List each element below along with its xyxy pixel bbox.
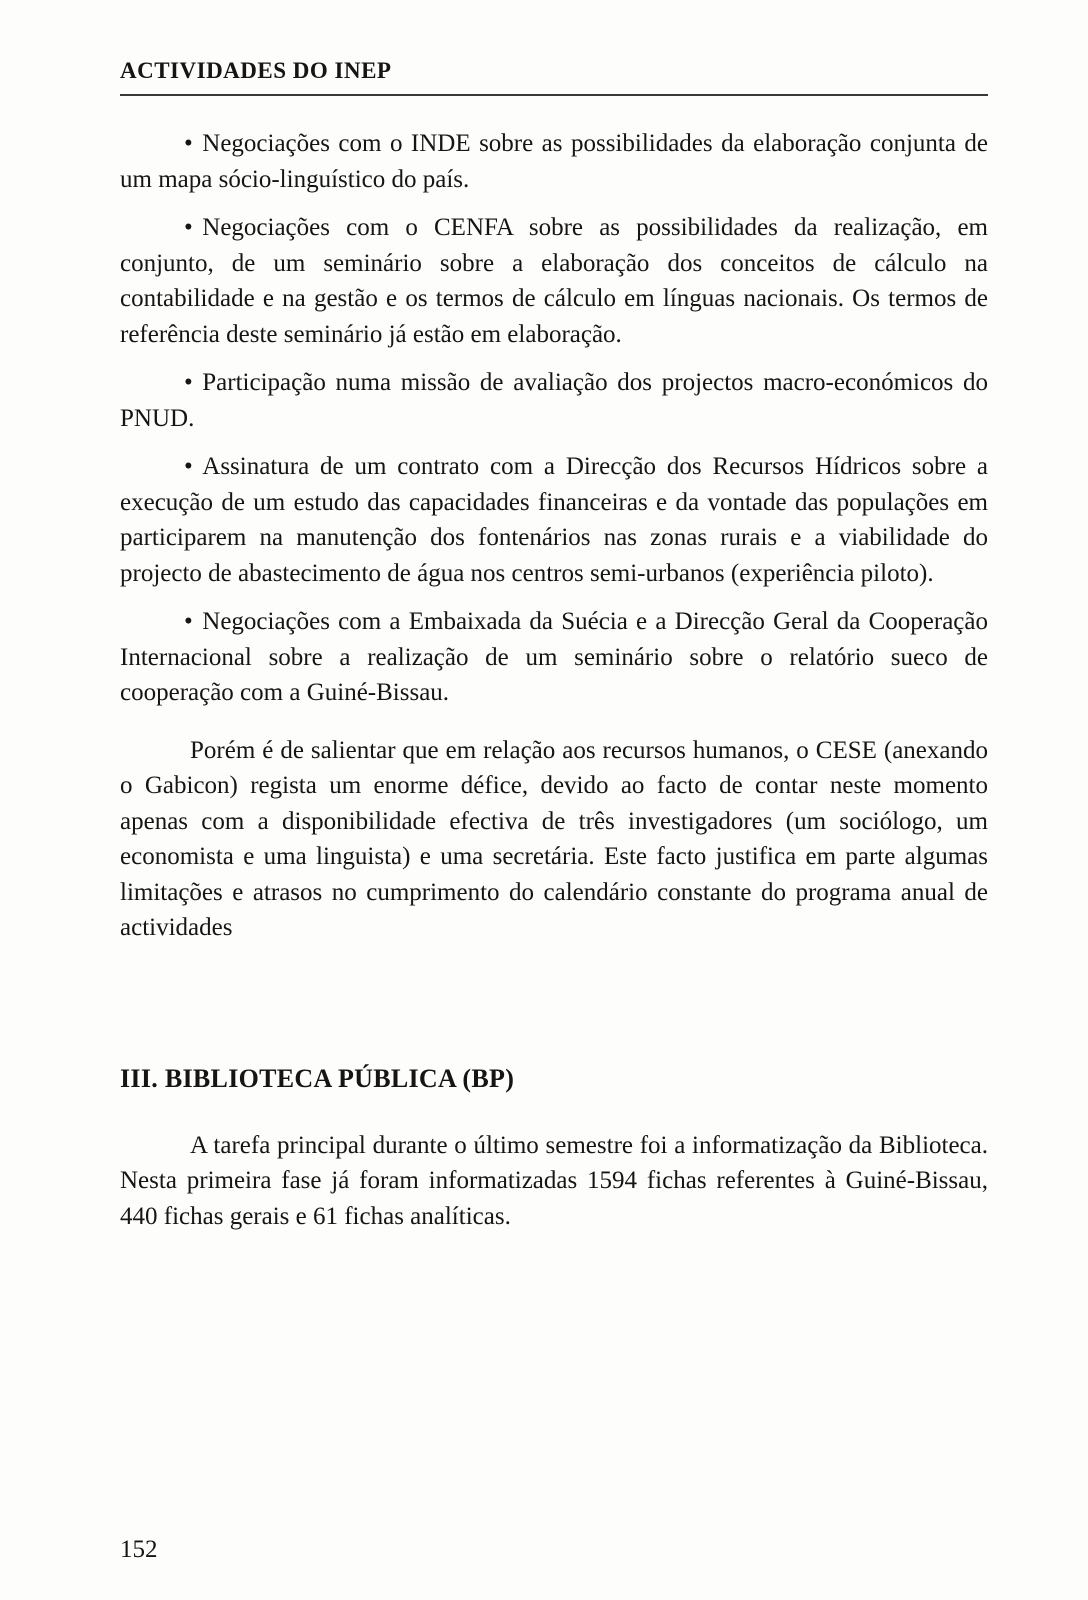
paragraph-biblioteca: A tarefa principal durante o último semestre foi a informatização da Biblioteca. Nesta primeira fase já foram informatizadas 1594 fichas referentes à Guiné-Bissau, 440 fichas gerais e 61 fichas analíticas.	[120, 1131, 988, 1230]
bullet-text: Negociações com a Embaixada da Suécia e a Direcção Geral da Cooperação Internacional sobre a realização de um seminário sobre o relatório sueco de cooperação com a Guiné-Bissau.	[120, 608, 988, 706]
bullet-marker: •	[184, 608, 193, 635]
bullet-text: Negociações com o CENFA sobre as possibilidades da realização, em conjunto, de um seminário sobre a elaboração dos conceitos de cálculo na contabilidade e na gestão e os termos de cálculo em línguas nacionais. Os termos de referência deste seminário já estão em elaboração.	[120, 214, 988, 348]
bullet-marker: •	[184, 369, 193, 396]
bullet-item-recursos-hidricos	[120, 449, 988, 591]
bullet-item-pnud	[120, 365, 988, 436]
bullet-marker: •	[184, 130, 193, 157]
header-rule	[120, 94, 988, 96]
bullet-marker: •	[184, 214, 193, 241]
page-footer	[120, 1536, 158, 1564]
running-header	[120, 58, 988, 96]
page-content	[120, 126, 988, 1234]
section-heading-biblioteca: III. BIBLIOTECA PÚBLICA (BP)	[120, 1063, 515, 1093]
header-title: ACTIVIDADES DO INEP	[120, 58, 392, 83]
page-number: 152	[120, 1536, 158, 1563]
bullet-text: Assinatura de um contrato com a Direcção dos Recursos Hídricos sobre a execução de um estudo das capacidades financeiras e da vontade das populações em participarem na manutenção dos fontenários nas zonas rurais e a viabilidade do projecto de abastecimento de água nos centros semi-urbanos (experiência piloto).	[120, 453, 988, 587]
bullet-text: Participação numa missão de avaliação dos projectos macro-económicos do PNUD.	[120, 369, 988, 432]
paragraph-recursos-humanos: Porém é de salientar que em relação aos recursos humanos, o CESE (anexando o Gabicon) regista um enorme défice, devido ao facto de contar neste momento apenas com a disponibilidade efectiva de três investigadores (um sociólogo, um economista e uma linguista) e uma secretária. Este facto justifica em parte algumas limitações e atrasos no cumprimento do calendário constante do programa anual de actividades	[120, 736, 988, 941]
bullet-text: Negociações com o INDE sobre as possibilidades da elaboração conjunta de um mapa sócio-linguístico do país.	[120, 130, 988, 193]
bullet-marker: •	[184, 453, 193, 480]
bullet-item-inde	[120, 126, 988, 197]
bullet-item-suecia	[120, 604, 988, 711]
bullet-item-cenfa	[120, 210, 988, 352]
